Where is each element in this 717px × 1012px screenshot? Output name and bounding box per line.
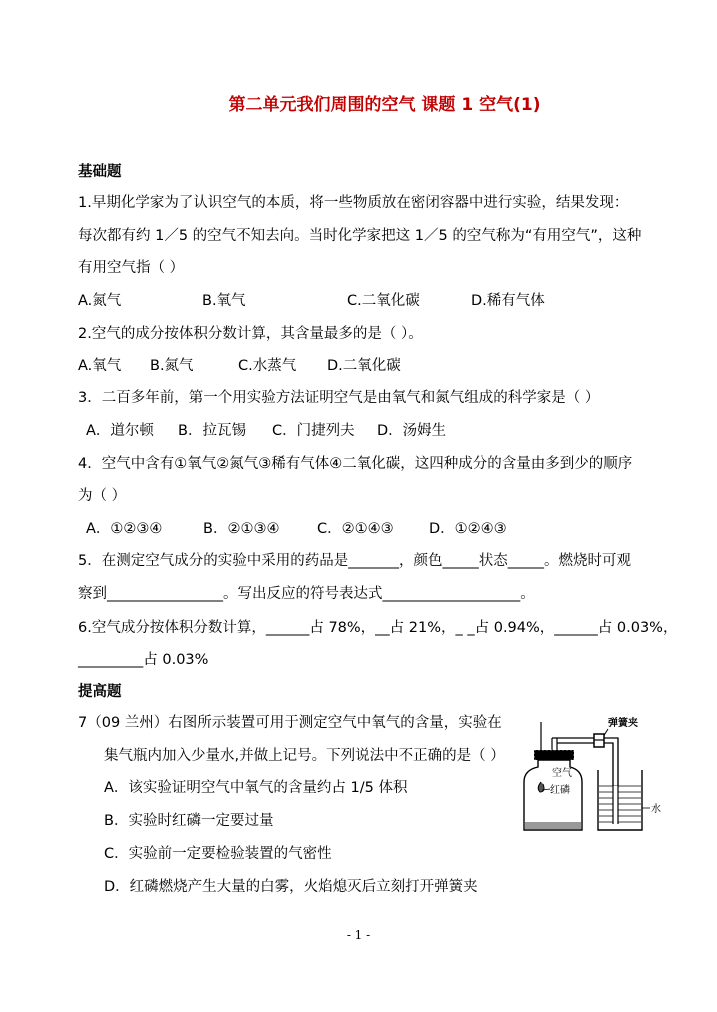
air-label: 空气 [552,768,572,779]
question-1-line-1: 1.早期化学家为了认识空气的本质，将一些物质放在密闭容器中进行实验，结果发现： [78,195,629,211]
question-4-option-b: B．②①③④ [203,521,280,537]
question-5-line-1: 5．在测定空气成分的实验中采用的药品是_______，颜色_____状态_____。燃烧时可观 [78,553,631,569]
left-tube [552,738,557,750]
question-1-option-d: D.稀有气体 [471,293,545,309]
question-1-line-2: 每次都有约 1／5 的空气不知去向。当时化学家把这 1／5 的空气称为“有用空气”，这种 [78,228,642,244]
bottle-stopper [534,750,574,760]
question-3-line-1: 3．二百多年前，第一个用实验方法证明空气是由氧气和氮气组成的科学家是（ ） [78,390,600,406]
section-basic-heading: 基础题 [78,164,122,180]
question-1-option-b: B.氧气 [202,293,246,309]
question-6-line-2: _________占 0.03% [78,652,209,668]
question-3-option-c: C．门捷列夫 [272,423,355,439]
page-title: 第二单元我们周围的空气 课题 1 空气(1) [228,95,541,115]
question-4-line-2: 为（ ） [78,488,127,504]
question-4-line-1: 4．空气中含有①氧气②氮气③稀有气体④二氧化碳，这四种成分的含量由多到少的顺序 [78,456,633,472]
question-2-option-d: D.二氧化碳 [327,358,401,374]
phosphorus-label: 红磷 [550,785,570,796]
question-2-option-c: C.水蒸气 [238,358,297,374]
apparatus-figure [510,712,670,840]
question-1-option-a: A.氮气 [78,293,122,309]
question-7-line-2: 集气瓶内加入少量水,并做上记号。下列说法中不正确的是（ ） [104,748,505,764]
question-5-line-2: 察到________________。写出反应的符号表达式___________________。 [78,586,535,602]
clip-label: 弹簧夹 [608,718,638,729]
question-1-option-c: C.二氧化碳 [347,293,420,309]
section-advanced-heading: 提高题 [78,684,122,700]
question-2-option-a: A.氧气 [78,358,122,374]
question-3-option-b: B．拉瓦锡 [178,423,246,439]
question-7-line-1: 7（09 兰州）右图所示装置可用于测定空气中氧气的含量，实验在 [78,715,502,731]
question-2-option-b: B.氮气 [150,358,194,374]
bottle-water [525,822,581,829]
question-2-line-1: 2.空气的成分按体积分数计算，其含量最多的是（ ）。 [78,326,423,342]
question-3-option-d: D．汤姆生 [377,423,447,439]
question-7-option-a: A．该实验证明空气中氧气的含量约占 1/5 体积 [104,780,408,796]
question-7-option-b: B．实验时红磷一定要过量 [104,813,274,829]
question-3-option-a: A．道尔顿 [86,423,154,439]
question-1-line-3: 有用空气指（ ） [78,260,185,276]
question-4-option-c: C．②①④③ [317,521,394,537]
water-label: 水 [651,804,661,815]
question-7-option-d: D．红磷燃烧产生大量的白雾，火焰熄灭后立刻打开弹簧夹 [104,879,478,895]
question-4-option-d: D．①②④③ [429,521,507,537]
question-6-line-1: 6.空气成分按体积分数计算，______占 78%，__占 21%，_ _占 0.94%，______占 0.03%， [78,620,678,636]
question-4-option-a: A．①②③④ [86,521,163,537]
page-number: - 1 - [346,928,371,942]
question-7-option-c: C．实验前一定要检验装置的气密性 [104,846,332,862]
